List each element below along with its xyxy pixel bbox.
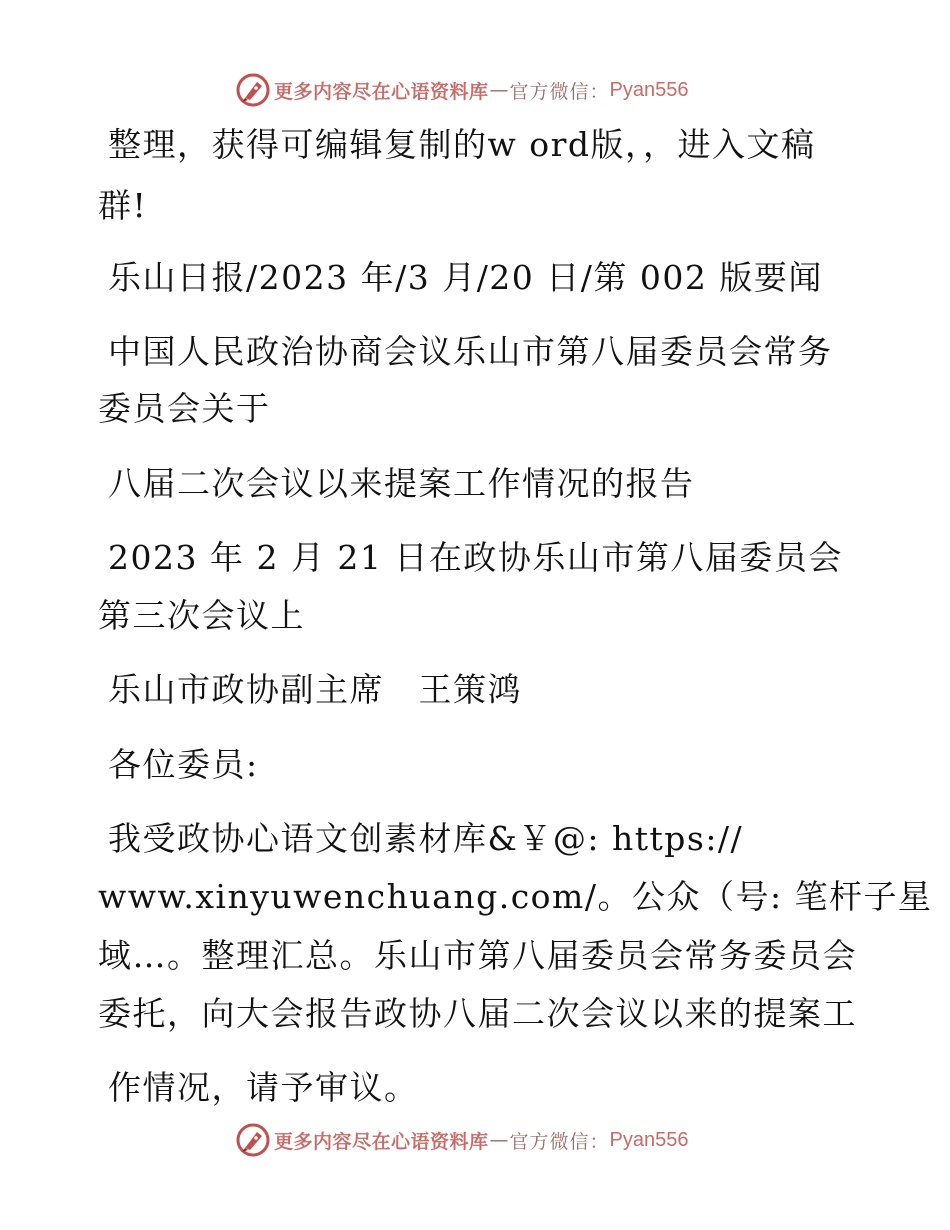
watermark-wechat-id: Pyan556 [609, 78, 689, 101]
watermark-text: 更多内容尽在心语资料库 [274, 1130, 489, 1153]
body-line: 作情况，请予审议。 [108, 1068, 419, 1107]
watermark-wechat-label: 官方微信： [509, 1130, 610, 1153]
body-line: 各位委员: [108, 745, 259, 784]
body-line: 中国人民政治协商会议乐山市第八届委员会常务 [108, 332, 833, 371]
body-line: 八届二次会议以来提案工作情况的报告 [108, 464, 695, 503]
body-line: 群! [98, 186, 148, 225]
watermark-text: 更多内容尽在心语资料库 [274, 80, 489, 103]
body-line: 委托，向大会报告政协八届二次会议以来的提案工 [98, 994, 857, 1033]
watermark-wechat-id: Pyan556 [609, 1128, 689, 1151]
body-line: 委员会关于 [98, 389, 271, 428]
body-line: 乐山日报/2023 年/3 月/20 日/第 002 版要闻 [108, 258, 823, 297]
body-line: 域…。整理汇总。乐山市第八届委员会常务委员会 [98, 936, 857, 975]
body-line: www.xinyuwenchuang.com/。公众（号: 笔杆子星 [98, 877, 933, 916]
watermark-banner-top [236, 72, 689, 108]
pen-nib-logo-icon [236, 1123, 270, 1157]
body-line: 第三次会议上 [98, 596, 305, 635]
watermark-banner-bottom [236, 1122, 689, 1158]
watermark-dash: — [489, 79, 509, 101]
body-line: 乐山市政协副主席 王策鸿 [108, 670, 522, 709]
body-line: 整理，获得可编辑复制的w ord版，，进入文稿 [108, 125, 816, 164]
body-line: 我受政协心语文创素材库&￥@: https:// [108, 819, 744, 858]
watermark-dash: — [489, 1129, 509, 1151]
body-line: 2023 年 2 月 21 日在政协乐山市第八届委员会 [108, 538, 843, 577]
pen-nib-logo-icon [236, 73, 270, 107]
watermark-wechat-label: 官方微信： [509, 80, 610, 103]
